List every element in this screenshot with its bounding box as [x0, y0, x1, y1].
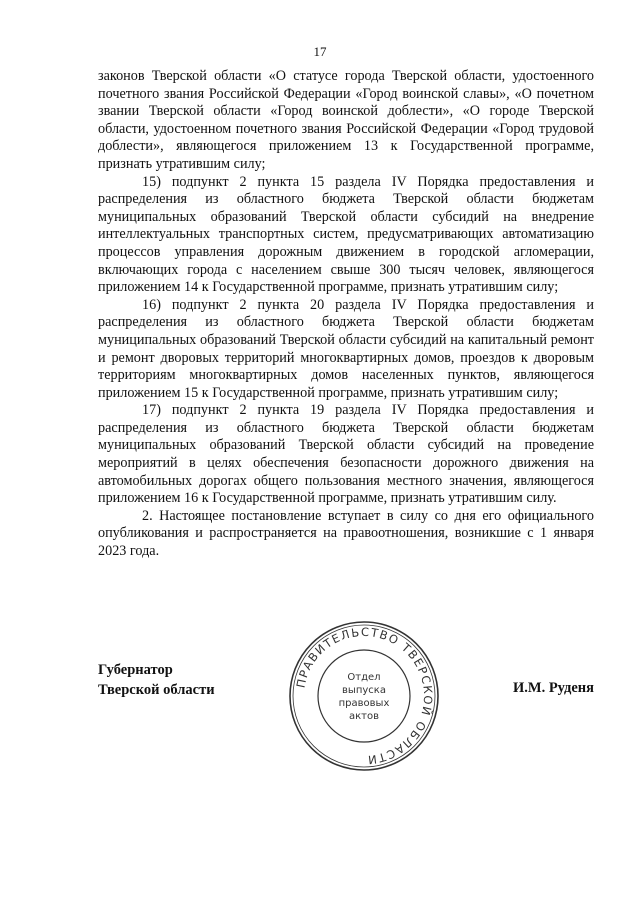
signatory-title: Губернатор: [98, 662, 173, 678]
document-body: [98, 68, 594, 561]
stamp-inner-line-1: Отдел: [347, 672, 381, 683]
signatory-name: И.М. Руденя: [512, 680, 594, 696]
stamp-inner-line-2: выпуска: [342, 685, 386, 696]
stamp-ring-text: ПРАВИТЕЛЬСТВО ТВЕРСКОЙ ОБЛАСТИ: [293, 624, 436, 768]
paragraph-item-17: 17) подпункт 2 пункта 19 раздела IV Порядка предоставления и распределения из областного бюджета Тверской области бюджетам муниципальных образований Тверской области субсидий на проведение мероприятий в целях обеспечения безопасности дорожного движения на автомобильных дорогах общего пользования местного значения, являющегося приложением 16 к Государственной программе, признать утратившим силу.: [98, 402, 594, 507]
paragraph-continuation: законов Тверской области «О статусе города Тверской области, удостоенного почетного звания Российской Федерации «Город воинской славы», «О почетном звании Тверской области «Город воинской доблести», «О городе Тверской области, удостоенном почетного звания Российской Федерации «Город трудовой доблести», являющегося приложением 13 к Государственной программе, признать утратившим силу;: [98, 68, 594, 172]
page-number: 17: [313, 44, 327, 59]
stamp-seal-icon: [286, 618, 442, 774]
paragraph-effective-date: 2. Настоящее постановление вступает в силу со дня его официального опубликования и распространяется на правоотношения, возникшие с 1 января 2023 года.: [98, 507, 594, 560]
signatory-region: Тверской области: [98, 682, 215, 698]
signatory-position: [98, 660, 215, 700]
official-stamp: [286, 618, 442, 774]
stamp-inner-line-4: актов: [348, 711, 380, 722]
paragraph-item-15: 15) подпункт 2 пункта 15 раздела IV Порядка предоставления и распределения из областного бюджета Тверской области бюджетам муниципальных образований Тверской области субсидий на внедрение интеллектуальных транспортных систем, предусматривающих автоматизацию процессов управления дорожным движением в городской агломерации, включающих города с населением свыше 300 тысяч человек, являющегося приложением 14 к Государственной программе, признать утратившим силу;: [98, 173, 594, 296]
paragraph-item-16: 16) подпункт 2 пункта 20 раздела IV Порядка предоставления и распределения из областного бюджета Тверской области бюджетам муниципальных образований Тверской области субсидий на капитальный ремонт и ремонт дворовых территорий многоквартирных домов, проездов к дворовым территориям многоквартирных домов населенных пунктов, являющегося приложением 15 к Государственной программе, признать утратившим силу;: [98, 296, 594, 401]
stamp-inner-line-3: правовых: [338, 698, 390, 709]
